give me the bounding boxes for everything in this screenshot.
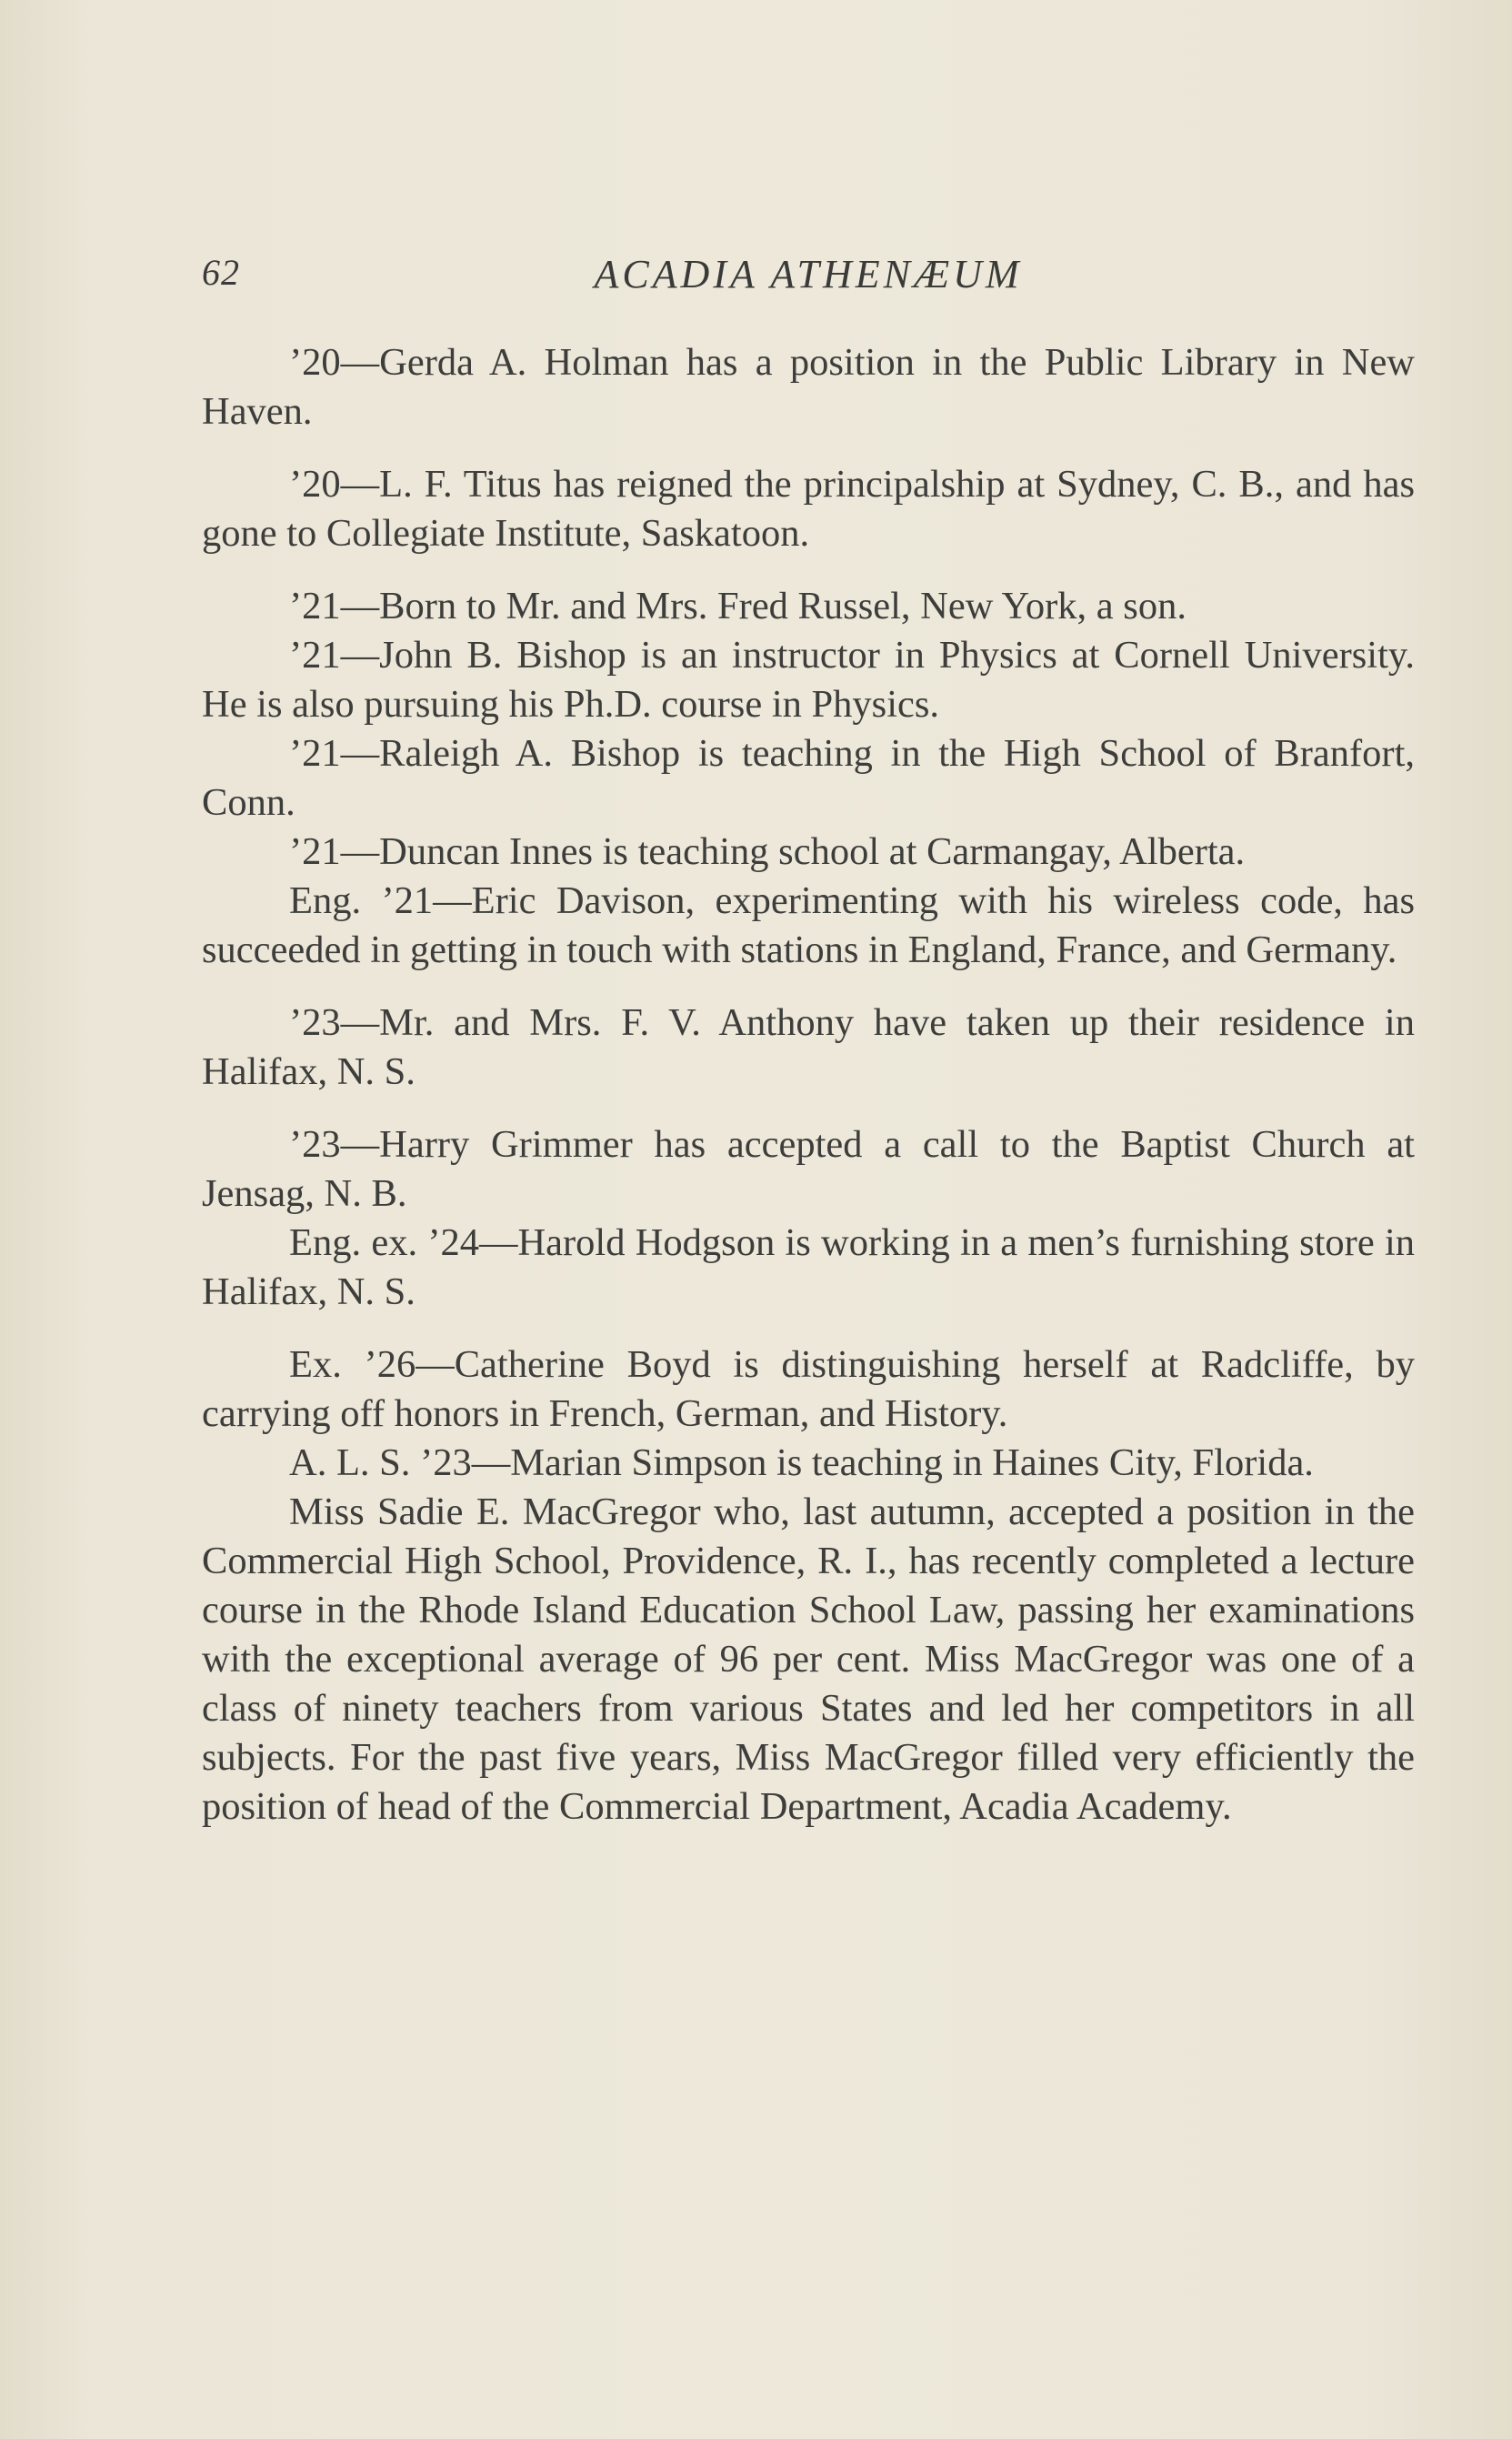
news-item: Eng. ’21—Eric Davison, experimenting with his wireless code, has succeeded in getting in touch with stations in England, France, and Germany. <box>202 879 1415 971</box>
news-item: ’21—Born to Mr. and Mrs. Fred Russel, New York, a son. <box>289 585 1187 627</box>
news-item: Eng. ex. ’24—Harold Hodgson is working in a men’s furnishing store in Halifax, N. S. <box>202 1221 1415 1313</box>
news-item: Miss Sadie E. MacGregor who, last autumn, accepted a position in the Commercial High School, Providence, R. I., has recently completed a lecture course in the Rhode Island Education School Law, passing her examinations with the exceptional average of 96 per cent. Miss MacGregor was one of a class of ninety teachers from various States and led her competitors in all subjects. For the past five years, Miss MacGregor filled very efficiently the position of head of the Commercial Department, Acadia Academy. <box>202 1490 1415 1828</box>
news-item: ’23—Mr. and Mrs. F. V. Anthony have taken up their residence in Halifax, N. S. <box>202 1001 1415 1093</box>
news-item: ’20—L. F. Titus has reigned the principalship at Sydney, C. B., and has gone to Collegiate Institute, Saskatoon. <box>202 463 1415 555</box>
running-title: ACADIA ATHENÆUM <box>594 252 1023 296</box>
news-item: A. L. S. ’23—Marian Simpson is teaching in Haines City, Florida. <box>289 1441 1314 1484</box>
page-number: 62 <box>202 252 240 293</box>
body-text <box>202 338 1415 1832</box>
news-item: ’23—Harry Grimmer has accepted a call to the Baptist Church at Jensag, N. B. <box>202 1123 1415 1215</box>
news-item: ’20—Gerda A. Holman has a position in the Public Library in New Haven. <box>202 341 1415 433</box>
news-item: ’21—John B. Bishop is an instructor in Physics at Cornell University. He is also pursuing his Ph.D. course in Physics. <box>202 634 1415 726</box>
news-item: ’21—Raleigh A. Bishop is teaching in the High School of Branfort, Conn. <box>202 732 1415 824</box>
news-item: Ex. ’26—Catherine Boyd is distinguishing herself at Radcliffe, by carrying off honors in French, German, and History. <box>202 1343 1415 1435</box>
page-header <box>202 244 1415 316</box>
news-item: ’21—Duncan Innes is teaching school at Carmangay, Alberta. <box>289 830 1246 873</box>
